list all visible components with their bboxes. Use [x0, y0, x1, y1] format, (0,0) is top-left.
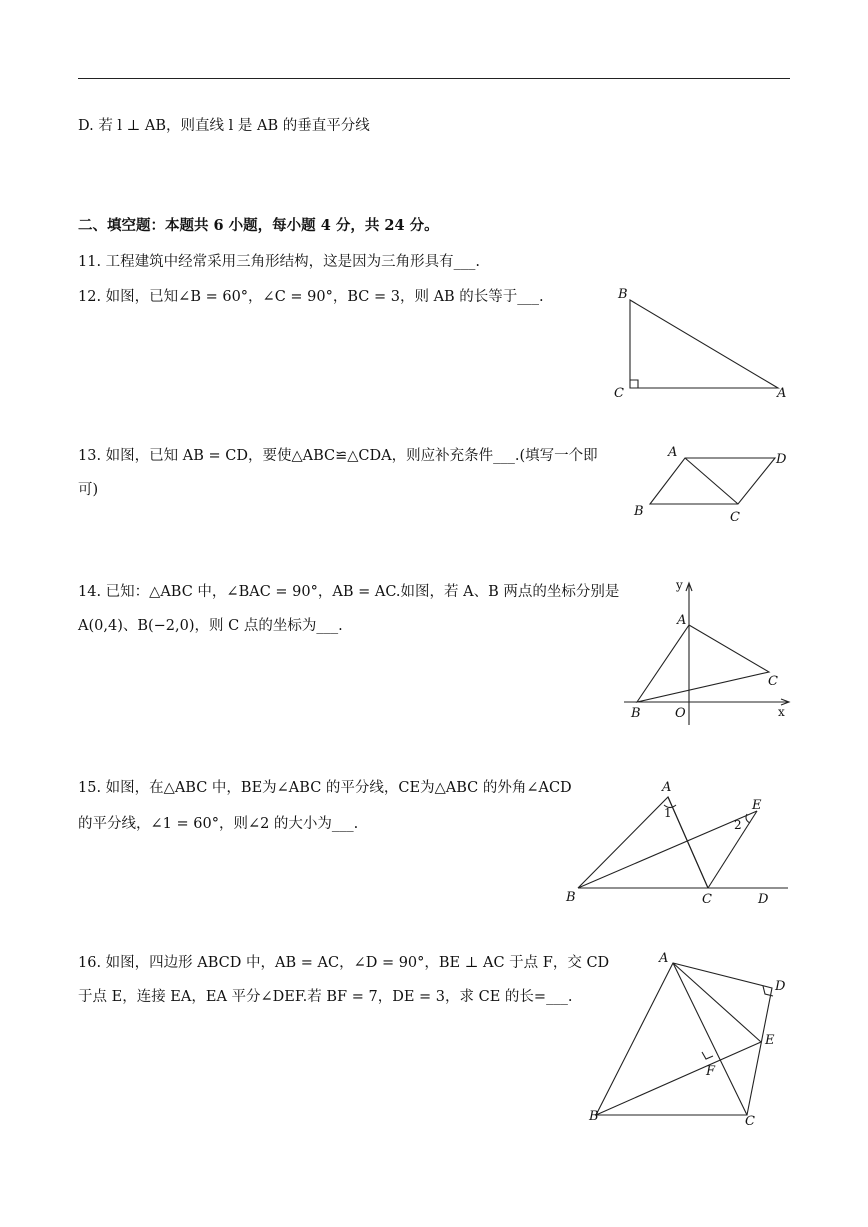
label-a: A: [677, 613, 687, 628]
label-d: D: [775, 979, 786, 994]
section-title: 二、填空题：本题共 6 小题，每小题 4 分，共 24 分。: [78, 217, 439, 234]
label-angle-1: 1: [664, 806, 672, 820]
label-y: y: [676, 578, 683, 592]
label-d: D: [758, 892, 769, 907]
figure-15: [560, 775, 795, 910]
right-angle-mark: [630, 380, 638, 388]
label-angle-2: 2: [734, 818, 742, 832]
label-c: C: [730, 510, 740, 525]
label-f: F: [706, 1064, 716, 1079]
question-13-line-2: 可): [78, 482, 99, 498]
figure-12: [600, 280, 800, 405]
question-14-line-2: A(0,4)、B(−2,0)，则 C 点的坐标为___.: [78, 618, 343, 634]
label-b: B: [634, 504, 644, 519]
question-13-line-1: 13. 如图，已知 AB = CD，要使△ABC≌△CDA，则应补充条件___.(填写一个即: [78, 448, 598, 464]
question-15-line-1: 15. 如图，在△ABC 中，BE为∠ABC 的平分线，CE为△ABC 的外角∠ACD: [78, 780, 572, 796]
segment-be: [596, 1042, 761, 1115]
segment-ae: [673, 963, 761, 1042]
label-e: E: [765, 1033, 775, 1048]
label-d: D: [776, 452, 787, 467]
label-a: A: [659, 951, 669, 966]
label-x: x: [778, 705, 785, 719]
option-d: D. 若 l ⊥ AB，则直线 l 是 AB 的垂直平分线: [78, 118, 370, 134]
label-b: B: [618, 287, 628, 302]
label-c: C: [745, 1114, 755, 1129]
label-c: C: [702, 892, 712, 907]
label-a: A: [662, 780, 672, 795]
question-12: 12. 如图，已知∠B = 60°，∠C = 90°，BC = 3，则 AB 的长等于___.: [78, 289, 544, 305]
question-15-line-2: 的平分线，∠1 = 60°，则∠2 的大小为___.: [78, 816, 359, 832]
label-a: A: [668, 445, 678, 460]
right-angle-f: [702, 1052, 713, 1059]
figure-16: [585, 948, 795, 1128]
label-a: A: [777, 386, 787, 401]
label-b: B: [566, 890, 576, 905]
bisector-be: [578, 811, 757, 888]
question-16-line-1: 16. 如图，四边形 ABCD 中，AB = AC，∠D = 90°，BE ⊥ AC 于点 F，交 CD: [78, 955, 610, 971]
question-11: 11. 工程建筑中经常采用三角形结构，这是因为三角形具有___.: [78, 254, 481, 270]
label-o: O: [675, 706, 686, 721]
top-rule: [78, 78, 790, 79]
triangle-abc: [630, 300, 778, 388]
parallelogram-abcd: [650, 458, 775, 504]
label-b: B: [631, 706, 641, 721]
segment-ae: [668, 797, 708, 888]
question-16-line-2: 于点 E，连接 EA，EA 平分∠DEF.若 BF = 7，DE = 3，求 CE 的长=___.: [78, 989, 573, 1005]
label-e: E: [752, 798, 762, 813]
label-c: C: [614, 386, 624, 401]
label-b: B: [589, 1109, 599, 1124]
triangle-abc: [637, 625, 769, 702]
figure-14: [620, 575, 795, 735]
figure-13: [630, 440, 800, 530]
label-c: C: [768, 674, 778, 689]
diagonal-ac: [673, 963, 747, 1115]
diagonal-ac: [685, 458, 738, 504]
question-14-line-1: 14. 已知：△ABC 中，∠BAC = 90°，AB = AC.如图，若 A、B 两点的坐标分别是: [78, 584, 620, 600]
